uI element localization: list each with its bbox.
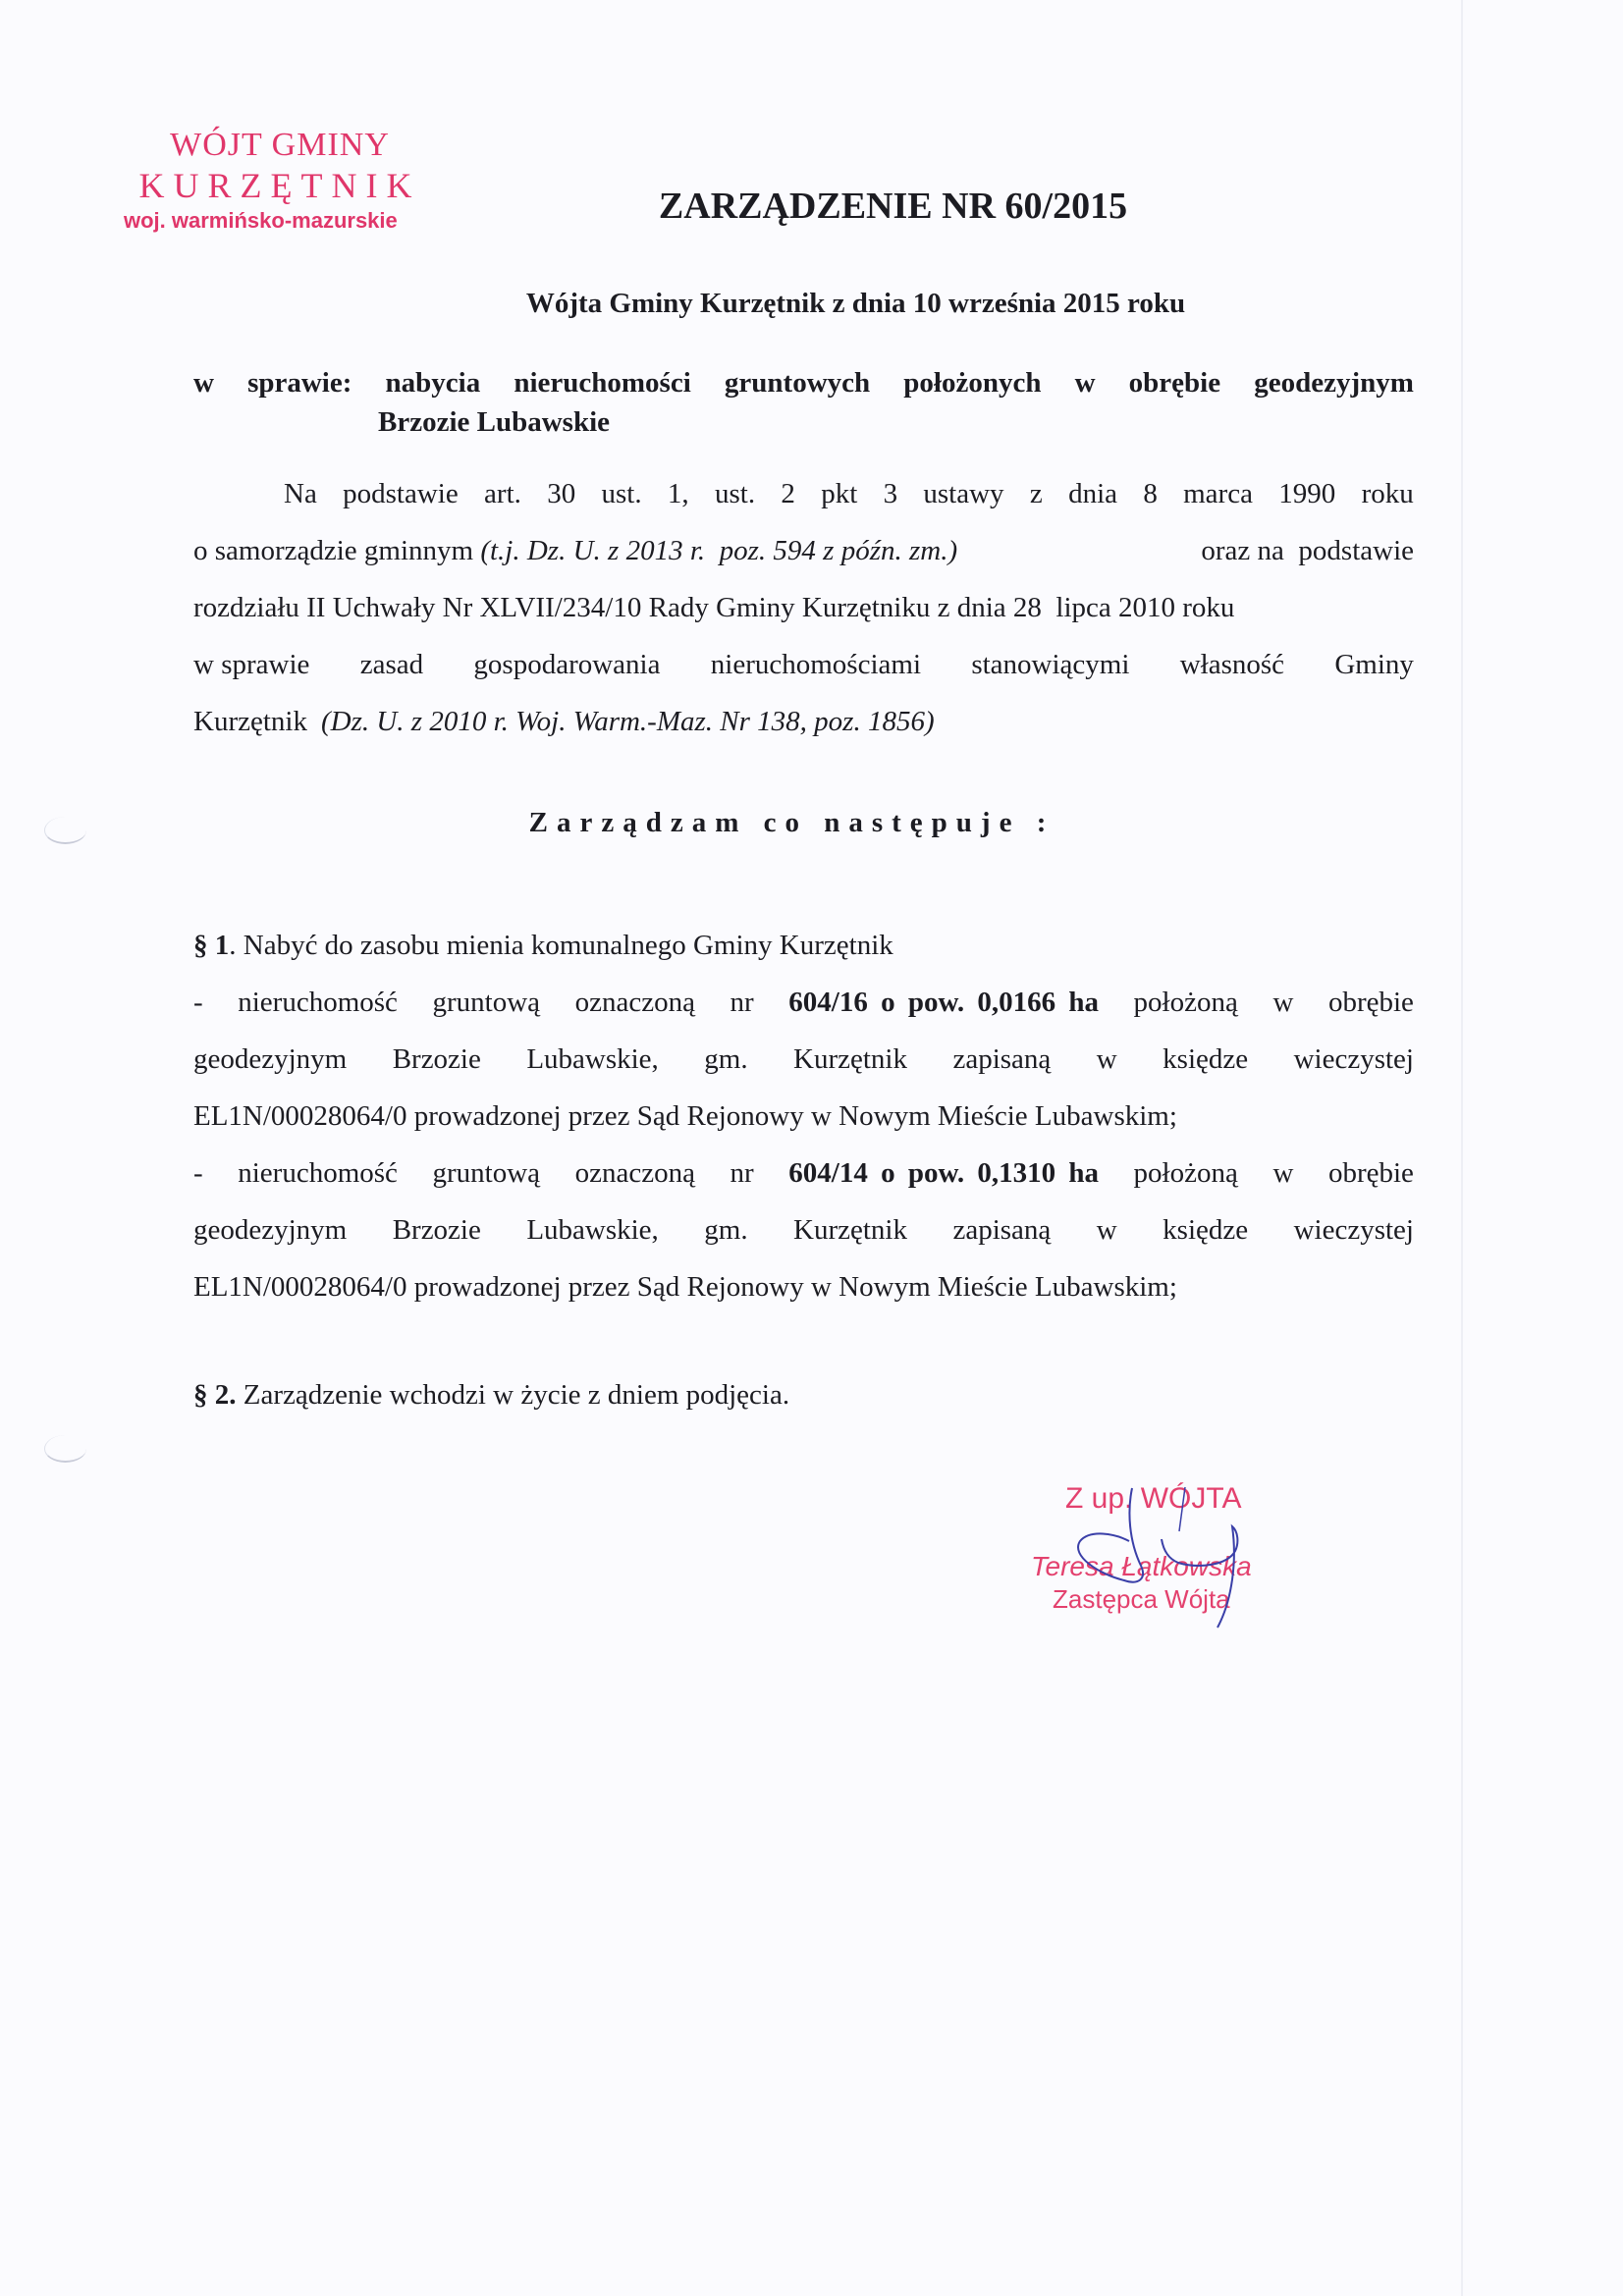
word: podstawie	[343, 478, 459, 509]
land-register-text: EL1N/00028064/0 prowadzonej przez Sąd Rejonowy w Nowym Mieście Lubawskim;	[193, 1100, 1177, 1132]
parcel-item-2-line-3	[193, 1258, 1414, 1315]
word: gm.	[704, 1214, 748, 1246]
subject-line-1	[193, 363, 1414, 402]
word: w	[1096, 1043, 1117, 1075]
word: geodezyjnym	[193, 1043, 348, 1075]
preamble-line-4	[193, 636, 1414, 693]
word: gruntową	[432, 1157, 541, 1189]
preamble-line-2	[193, 522, 1414, 579]
preamble-line-2-text	[193, 522, 957, 579]
word: marca	[1183, 478, 1253, 509]
handwritten-signature-icon	[1031, 1472, 1325, 1629]
word: art.	[484, 478, 521, 509]
parcel-number-area: 604/16 o pow. 0,0166 ha	[788, 987, 1099, 1018]
subject	[193, 363, 1414, 442]
word: nieruchomości	[514, 367, 691, 399]
signatory-name: Teresa Łątkowska	[1031, 1551, 1252, 1581]
scan-fold-line	[1461, 0, 1463, 2296]
word: obrębie	[1327, 1157, 1414, 1189]
text: Zarządzenie wchodzi w życie z dniem podjęcia.	[236, 1379, 790, 1411]
section-heading-wrap	[0, 807, 1623, 839]
word: Lubawskie,	[526, 1214, 659, 1246]
paragraph-2-text	[193, 1366, 789, 1423]
word: zapisaną	[952, 1043, 1052, 1075]
word: 30	[547, 478, 576, 509]
word: gospodarowania	[473, 649, 661, 680]
word: zasad	[359, 649, 424, 680]
word: Na	[284, 478, 317, 509]
word: 3	[883, 478, 898, 509]
text: o samorządzie gminnym	[193, 535, 474, 566]
word: gruntową	[432, 987, 541, 1018]
document-subtitle-wrap	[0, 288, 1623, 320]
paragraph-2	[193, 1366, 1414, 1423]
word: ust.	[714, 478, 756, 509]
word: w sprawie	[193, 649, 310, 680]
paragraph-mark: § 1	[193, 930, 230, 961]
word: księdze	[1163, 1043, 1249, 1075]
parcel-number-area: 604/14 o pow. 0,1310 ha	[788, 1157, 1099, 1189]
paragraph-1	[193, 917, 1414, 1315]
parcel-item-1-line-1	[193, 974, 1414, 1031]
word: obrębie	[1128, 367, 1221, 399]
punch-hole-bottom	[44, 1435, 86, 1463]
paragraph-2-line	[193, 1366, 1414, 1423]
legal-reference: (Dz. U. z 2010 r. Woj. Warm.-Maz. Nr 138, poz. 1856)	[320, 706, 935, 737]
signature-stamp	[1031, 1472, 1325, 1629]
word: Kurzętnik	[793, 1043, 907, 1075]
word: obrębie	[1327, 987, 1414, 1018]
signature-authority: Z up. WÓJTA	[1065, 1482, 1242, 1515]
word: 1990	[1278, 478, 1336, 509]
word: sprawie:	[247, 367, 352, 399]
word: nieruchomościami	[710, 649, 922, 680]
word: położoną	[1133, 1157, 1238, 1189]
word: Brzozie	[392, 1214, 481, 1246]
word: pkt	[821, 478, 858, 509]
paragraph-mark: § 2.	[193, 1379, 237, 1411]
word: Gminy	[1334, 649, 1414, 680]
word: -	[193, 1157, 203, 1189]
legal-reference: (t.j. Dz. U. z 2013 r. poz. 594 z późn. zm.)	[480, 535, 958, 566]
word: położonych	[903, 367, 1042, 399]
word: w	[1096, 1214, 1117, 1246]
preamble-line-1	[193, 465, 1414, 522]
section-heading: Zarządzam co następuje :	[528, 807, 1055, 838]
word: 8	[1143, 478, 1158, 509]
subject-line-2: Brzozie Lubawskie	[378, 406, 611, 438]
word: stanowiącymi	[971, 649, 1130, 680]
word: nabycia	[385, 367, 481, 399]
paragraph-1-intro-text	[193, 917, 893, 974]
word: ust.	[601, 478, 642, 509]
signatory-role: Zastępca Wójta	[1053, 1584, 1230, 1614]
word: gruntowych	[724, 367, 871, 399]
word: oznaczoną	[574, 1157, 695, 1189]
parcel-item-1-line-2	[193, 1031, 1414, 1088]
word: nieruchomość	[238, 987, 398, 1018]
word: ustawy	[923, 478, 1004, 509]
parcel-item-1-line-3	[193, 1088, 1414, 1145]
word: w	[1272, 1157, 1294, 1189]
word: własność	[1179, 649, 1285, 680]
word: oznaczoną	[574, 987, 695, 1018]
word: w	[1074, 367, 1096, 399]
text: oraz na podstawie	[1201, 535, 1414, 566]
word: wieczystej	[1293, 1214, 1414, 1246]
word: -	[193, 987, 203, 1018]
preamble-line-5	[193, 693, 1414, 750]
document-subtitle: Wójta Gminy Kurzętnik z dnia 10 września 2015 roku	[525, 288, 1186, 319]
text: Kurzętnik	[193, 706, 307, 737]
land-register-text: EL1N/00028064/0 prowadzonej przez Sąd Rejonowy w Nowym Mieście Lubawskim;	[193, 1271, 1177, 1303]
parcel-item-2-line-2	[193, 1201, 1414, 1258]
word: geodezyjnym	[193, 1214, 348, 1246]
word: 2	[781, 478, 795, 509]
word: zapisaną	[952, 1214, 1052, 1246]
stamp-line-1: WÓJT GMINY	[170, 127, 390, 163]
word: Kurzętnik	[793, 1214, 907, 1246]
word: geodezyjnym	[1254, 367, 1414, 399]
word: 1,	[667, 478, 689, 509]
word: dnia	[1068, 478, 1117, 509]
text: rozdziału II Uchwały Nr XLVII/234/10 Rady Gminy Kurzętniku z dnia 28 lipca 2010 roku	[193, 592, 1235, 623]
word: położoną	[1133, 987, 1238, 1018]
word: księdze	[1163, 1214, 1249, 1246]
word: gm.	[704, 1043, 748, 1075]
document-title: ZARZĄDZENIE NR 60/2015	[658, 186, 1128, 227]
stamp-line-2: KURZĘTNIK	[138, 166, 421, 205]
word: w	[1272, 987, 1294, 1018]
word: nieruchomość	[238, 1157, 398, 1189]
word: nr	[730, 1157, 754, 1189]
stamp-line-3: woj. warmińsko-mazurskie	[124, 208, 398, 233]
paragraph-1-intro	[193, 917, 1414, 974]
document-title-wrap	[0, 185, 1623, 228]
parcel-item-2-line-1	[193, 1145, 1414, 1201]
word: z	[1029, 478, 1043, 509]
word: nr	[730, 987, 754, 1018]
word: roku	[1361, 478, 1414, 509]
word: Lubawskie,	[526, 1043, 659, 1075]
preamble-line-3	[193, 579, 1414, 636]
word: wieczystej	[1293, 1043, 1414, 1075]
word: w	[193, 367, 214, 399]
word: Brzozie	[392, 1043, 481, 1075]
preamble	[193, 465, 1414, 750]
text: . Nabyć do zasobu mienia komunalnego Gminy Kurzętnik	[229, 930, 893, 961]
